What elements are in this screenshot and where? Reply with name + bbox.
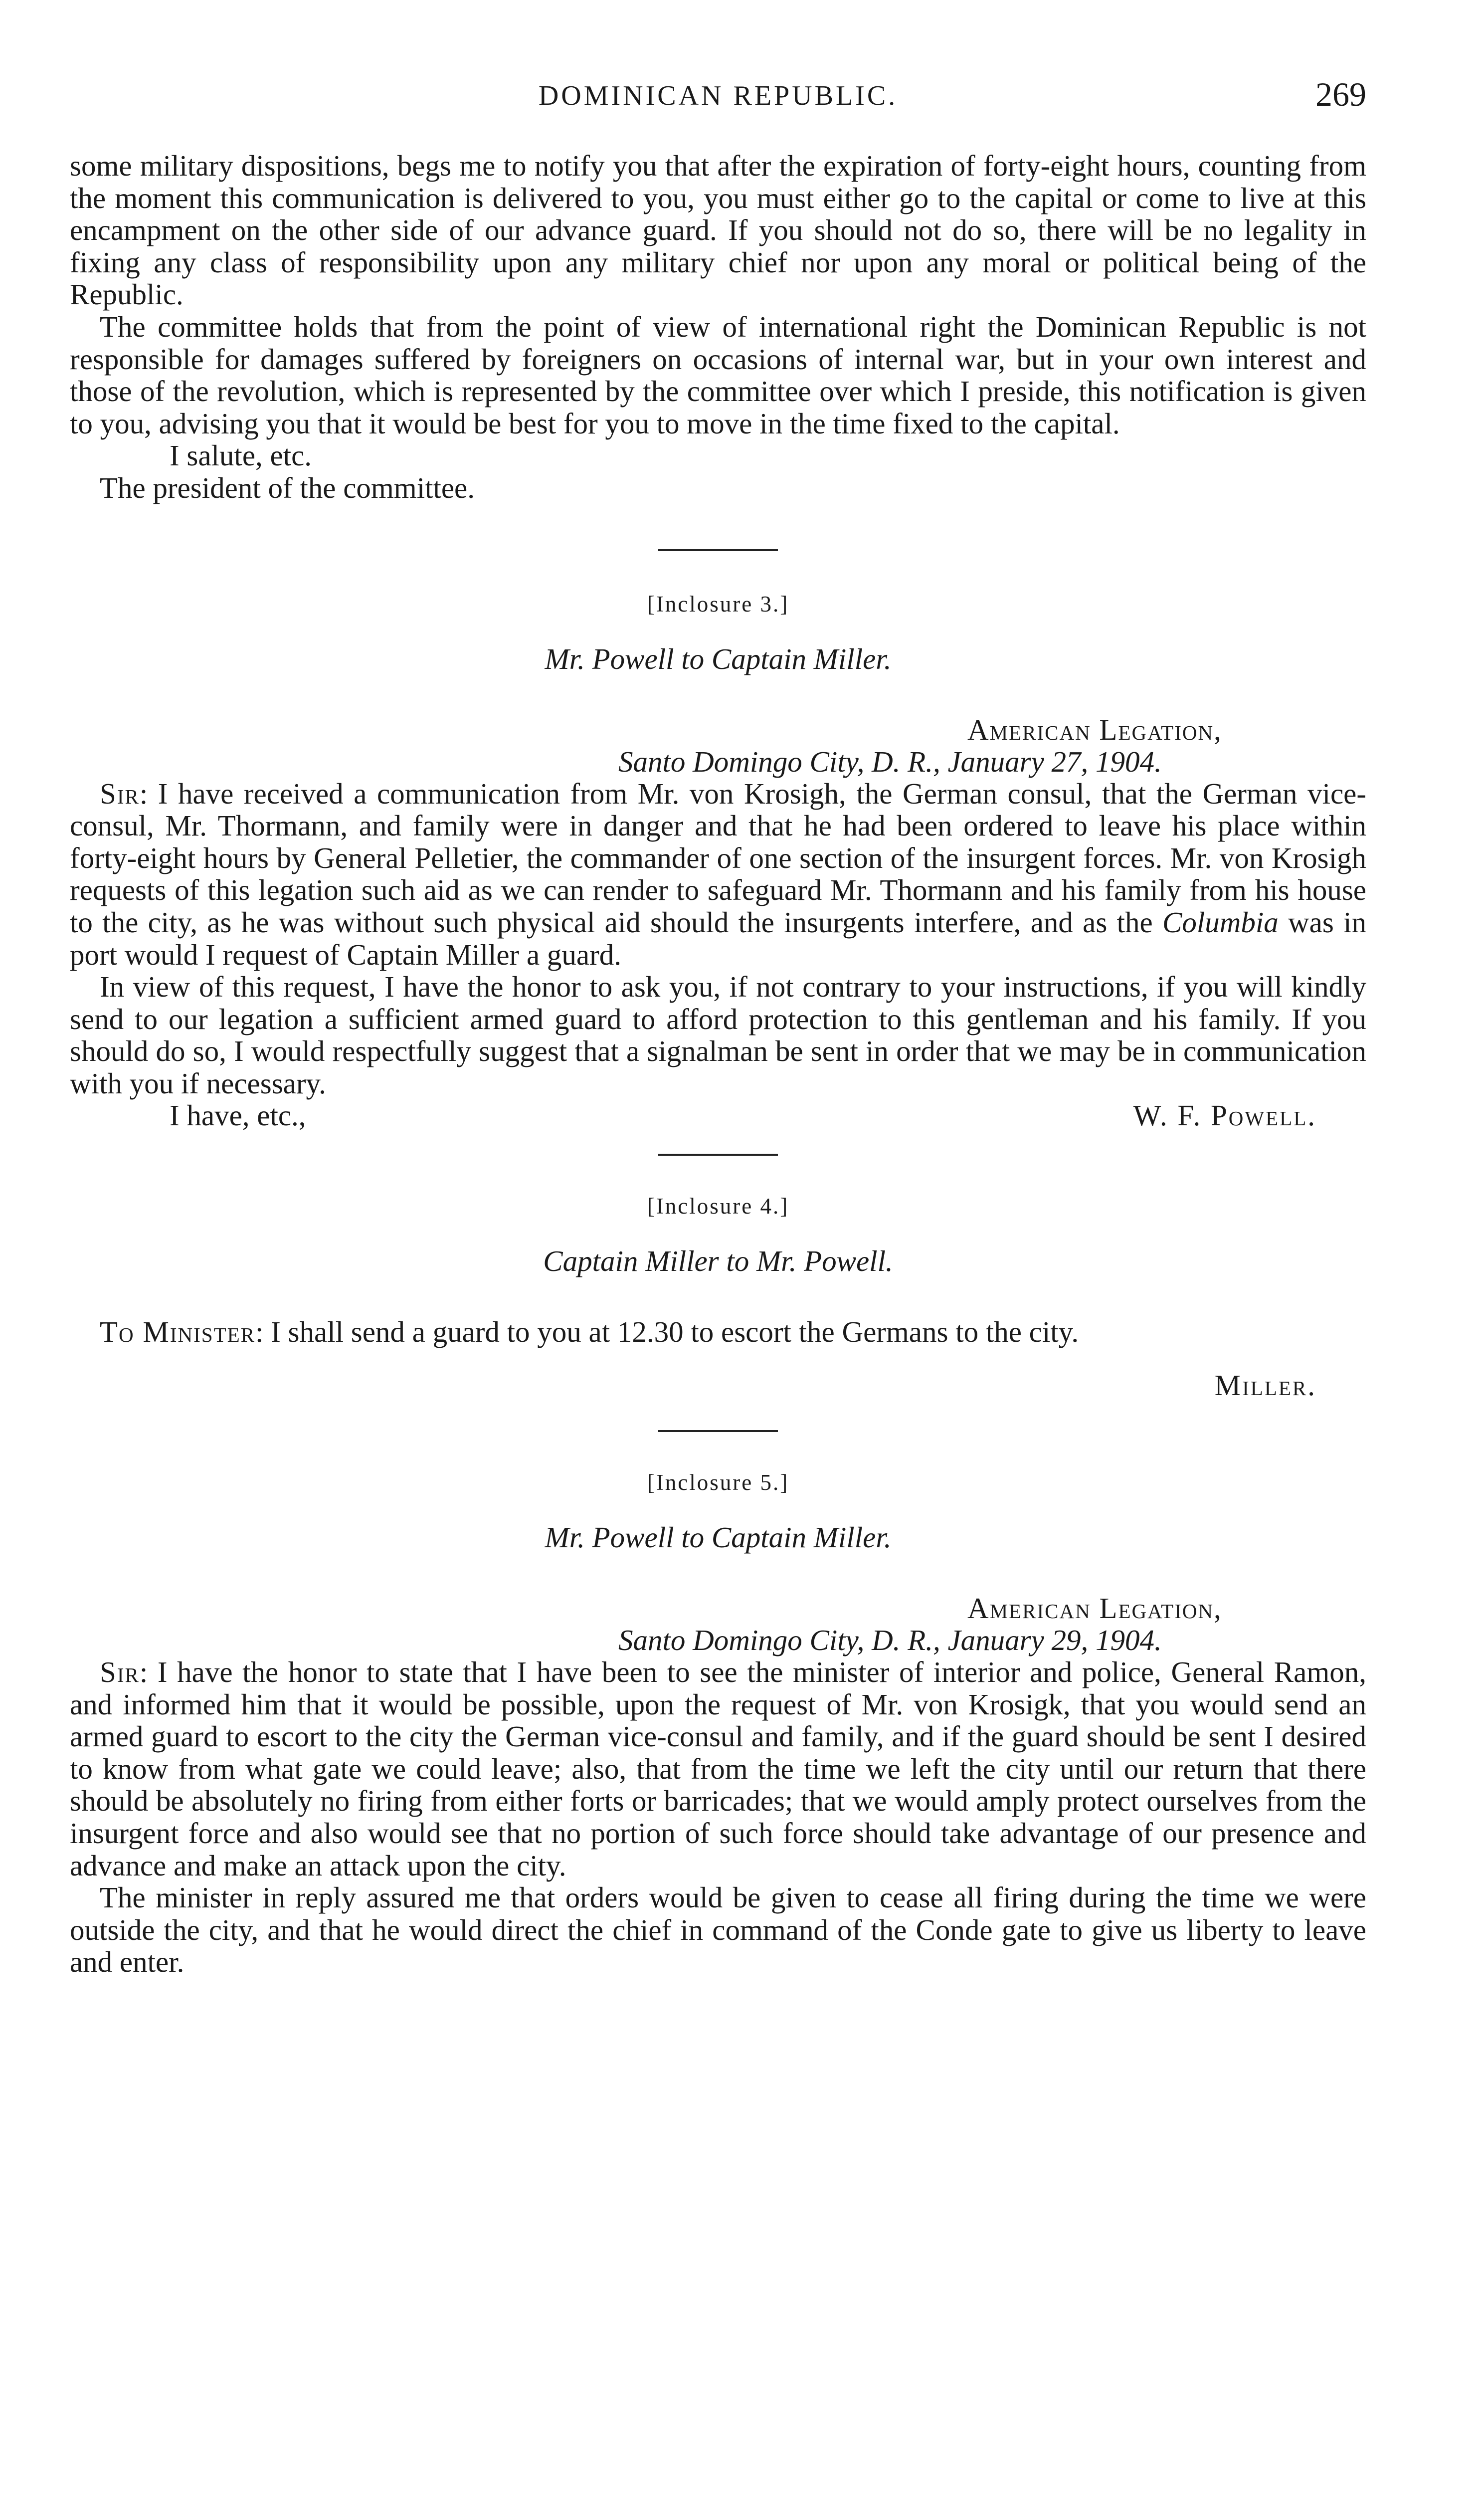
- salutation: Sir: [100, 1656, 140, 1689]
- inclosure-5-paragraph-1: Sir: I have the honor to state that I have been to see the minister of interior and police, General Ramon, and informed him that it would be possible, upon the request of Mr. von Krosigk, that you would send an armed guard to escort to the city the German vice-consul and family, and if the guard should be sent I desired to know from what gate we could leave; also, that from the time we left the city until our return that there should be absolutely no firing from either forts or barricades; that we would amply protect ourselves from the insurgent force and also would see that no portion of such force should take advantage of our presence and advance and make an attack upon the city.: [70, 1656, 1366, 1882]
- inclosure-3-closing: [70, 1099, 1366, 1131]
- opening-paragraph-1: some military dispositions, begs me to notify you that after the expiration of forty-eight hours, counting from the moment this communication is delivered to you, you must either go to the capital or come to live at this encampment on the other side of our advance guard. If you should not do so, there will be no legality in fixing any class of responsibility upon any military chief nor upon any moral or political being of the Republic.: [70, 149, 1366, 311]
- closing-phrase: I have, etc.,: [170, 1099, 306, 1132]
- opening-salute: I salute, etc.: [170, 439, 312, 472]
- inclosure-3-title: Mr. Powell to Captain Miller.: [545, 642, 892, 675]
- inclosure-5-title: Mr. Powell to Captain Miller.: [545, 1521, 892, 1554]
- addressee: To Minister: [100, 1315, 256, 1349]
- salutation: Sir: [100, 777, 140, 810]
- page-number: 269: [1315, 75, 1366, 113]
- address-organization: American Legation,: [967, 713, 1222, 746]
- inclosure-5-paragraph-2: The minister in reply assured me that orders would be given to cease all firing during the time we were outside the city, and that he would direct the chief in command of the Conde gate to give us liberty to leave and enter.: [70, 1881, 1366, 1979]
- running-head: DOMINICAN REPUBLIC.: [538, 80, 898, 111]
- page-body: [70, 150, 1366, 1978]
- inclosure-4-label: [Inclosure 4.]: [647, 1194, 789, 1219]
- inclosure-5-label: [Inclosure 5.]: [647, 1470, 789, 1495]
- inclosure-3-paragraph-1: Sir: I have received a communication from Mr. von Krosigh, the German consul, that the German vice-consul, Mr. Thormann, and family were in danger and that he had been ordered to leave his place within forty-eight hours by General Pelletier, the commander of one section of the insurgent forces. Mr. von Krosigh requests of this legation such aid as we can render to safeguard Mr. Thormann and his family from his house to the city, as he was without such physical aid should the insurgents interfere, and as the Columbia was in port would I request of Captain Miller a guard.: [70, 777, 1366, 971]
- inclosure-3-label: [Inclosure 3.]: [647, 591, 789, 617]
- inclosure-4-text: To Minister: I shall send a guard to you at 12.30 to escort the Germans to the city.: [100, 1315, 1079, 1349]
- ship-name: Columbia: [1162, 905, 1279, 939]
- address-organization: American Legation,: [967, 1592, 1222, 1625]
- inclosure-3-paragraph-2: In view of this request, I have the honor to ask you, if not contrary to your instructions, if you will kindly send to our legation a sufficient armed guard to afford protection to this gentleman and his family. If you should do so, I would respectfully suggest that a signalman be sent in order that we may be in communication with you if necessary.: [70, 970, 1366, 1100]
- address-place-date: Santo Domingo City, D. R., January 29, 1904.: [618, 1624, 1162, 1657]
- opening-paragraph-2: The committee holds that from the point of view of international right the Dominican Republic is not responsible for damages suffered by foreigners on occasions of internal war, but in your own interest and those of the revolution, which is represented by the committee over which I preside, this notification is given to you, advising you that it would be best for you to move in the time fixed to the capital.: [70, 310, 1366, 440]
- address-place-date: Santo Domingo City, D. R., January 27, 1904.: [618, 745, 1162, 778]
- inclosure-4-title: Captain Miller to Mr. Powell.: [543, 1245, 893, 1278]
- signature: W. F. Powell.: [1133, 1099, 1316, 1132]
- page-header: [70, 75, 1366, 120]
- inclosure-3-address: [70, 714, 1366, 778]
- inclosure-5-address: [70, 1592, 1366, 1656]
- inclosure-4-signature: Miller.: [1214, 1369, 1316, 1402]
- opening-signoff: The president of the committee.: [100, 471, 475, 504]
